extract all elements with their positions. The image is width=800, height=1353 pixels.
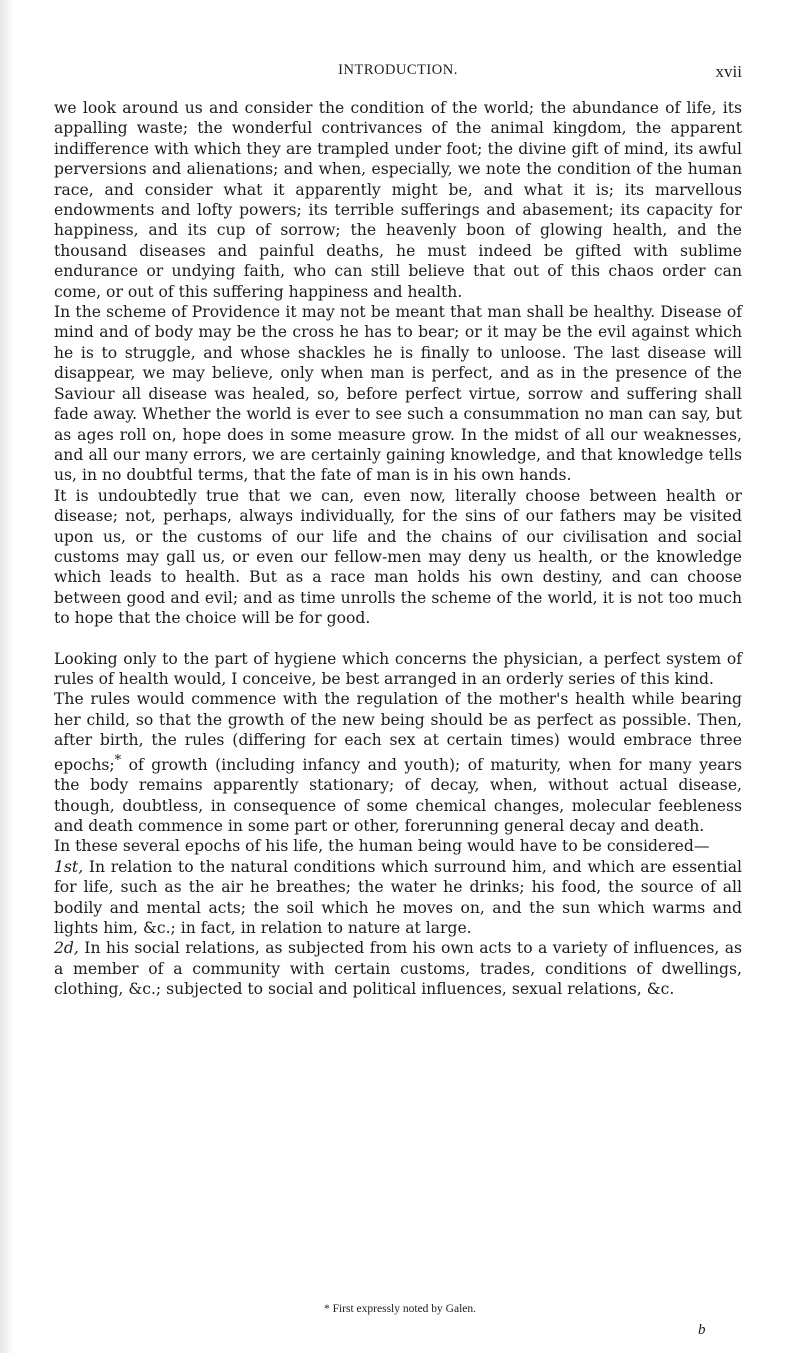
paragraph-3: It is undoubtedly true that we can, even now, literally choose between health or disease; not, perhaps, always individually, for the sins of our fathers may be visited upon us, or the customs of our life and the chains of our civilisation and social customs may gall us, or even our fellow-men may deny us health, or the knowledge which leads to health. But as a race man holds his own destiny, and can choose between good and evil; and as time unrolls the scheme of the world, it is not too much to hope that the choice will be for good. [54, 486, 742, 628]
footnote: * First expressly noted by Galen. [323, 1303, 477, 1315]
paragraph-7-text: In relation to the natural conditions which surround him, and which are essential for life, such as the air he breathes; the water he drinks; his food, the source of all bodily and mental acts; the soil which he moves on, and the sun which warms and lights him, &c.; in fact, in relation to nature at large. [54, 857, 742, 938]
paragraph-8 [54, 938, 742, 999]
footnote-marker: * [114, 752, 122, 768]
paragraph-6: In these several epochs of his life, the human being would have to be considered— [54, 837, 710, 856]
paragraph-2: In the scheme of Providence it may not be meant that man shall be healthy. Disease of mind and of body may be the cross he has to bear; or it may be the evil against which he is to struggle, and whose shackles he is finally to unloose. The last disease will disappear, we may believe, only when man is perfect, and as in the presence of the Saviour all disease was healed, so, before perfect virtue, sorrow and suffering shall fade away. Whether the world is ever to see such a consummation no man can say, but as ages roll on, hope does in some measure grow. In the midst of all our weaknesses, and all our many errors, we are certainly gaining knowledge, and that knowledge tells us, in no doubtful terms, that the fate of man is in his own hands. [54, 303, 742, 485]
signature-mark: b [698, 1322, 706, 1338]
list-number-2: 2d, [54, 939, 79, 958]
paragraph-5-text-a: The rules would commence with the regulation of the mother's health while bearing her child, so that the growth of the new being should be as perfect as possible. Then, after birth, the rules (differing for each sex at certain times) would embrace three epochs; [54, 690, 742, 774]
paragraph-8-text: In his social relations, as subjected from his own acts to a variety of influences, as a member of a community with certain customs, trades, conditions of dwellings, clothing, &c.; subjected to social and political influences, sexual relations, &c. [54, 939, 742, 999]
paragraph-1: we look around us and consider the condition of the world; the abundance of life, its appalling waste; the wonderful contrivances of the animal kingdom, the apparent indifference with which they are trampled under foot; the divine gift of mind, its awful perversions and alienations; and when, especially, we note the condition of the human race, and consider what it apparently might be, and what it is; its marvellous endowments and lofty powers; its terrible sufferings and abasement; its capacity for happiness, and its cup of sorrow; the heavenly boon of glowing health, and the thousand diseases and painful deaths, he must indeed be gifted with sublime endurance or undying faith, who can still believe that out of this chaos order can come, or out of this suffering happiness and health. [54, 99, 742, 301]
running-head: INTRODUCTION. [338, 62, 458, 78]
body-text [54, 98, 742, 1000]
page-number: xvii [715, 62, 742, 81]
page-header [54, 62, 742, 88]
paragraph-7 [54, 857, 742, 939]
paragraph-5-text-b: of growth (including infancy and youth); of maturity, when for many years the body remains apparently stationary; of decay, when, without actual disease, though, doubtless, in consequence of some chemical changes, molecular feebleness and death commence in some part or other, forerunning general decay and death. [54, 755, 742, 835]
paragraph-4: Looking only to the part of hygiene which concerns the physician, a perfect system of rules of health would, I conceive, be best arranged in an orderly series of this kind. [54, 649, 742, 688]
list-number-1: 1st, [54, 857, 84, 876]
page-edge-shadow [0, 0, 14, 1353]
paragraph-5 [54, 689, 742, 836]
